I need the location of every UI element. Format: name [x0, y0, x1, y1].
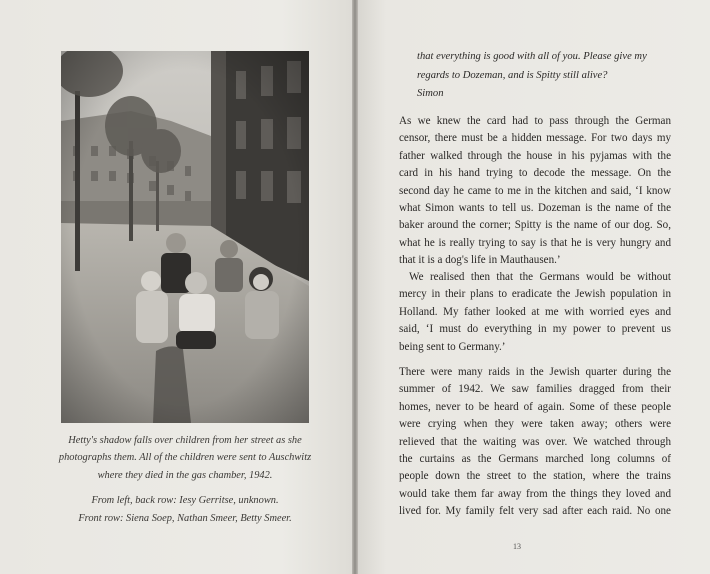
text-line: homes, never to be heard of again. Some of these people: [399, 400, 671, 413]
text-line: summer of 1942. We saw families dragged from their: [399, 383, 671, 396]
paragraph-1: [399, 113, 671, 270]
text-line: what he is really trying to say is that he is very hungry and: [399, 236, 671, 249]
photo-caption: [48, 432, 322, 527]
paragraph-3: [399, 364, 671, 521]
text-line: lived for. My family felt very sad after each raid. No one: [399, 505, 671, 518]
text-line: mercy in their plans to eradicate the Jewish population in: [399, 288, 671, 301]
caption-line: where they died in the gas chamber, 1942.: [97, 469, 273, 481]
caption-line: From left, back row: Iesy Gerritse, unknown.: [91, 495, 279, 507]
text-line: were crying when they were taken away; others were: [399, 418, 671, 431]
text-line: relieved that the waiting was over. We watched through: [399, 435, 671, 448]
quote-line: that everything is good with all of you. Please give my: [417, 51, 647, 62]
text-line: would take them far away from the things they loved and: [399, 487, 671, 500]
caption-line: photographs them. All of the children were sent to Auschwitz: [58, 452, 312, 464]
text-line: Holland. My father looked at me with worried eyes and: [399, 305, 671, 318]
quote-signature: Simon: [417, 88, 444, 99]
quote-line: regards to Dozeman, and is Spitty still alive?: [417, 70, 608, 81]
text-line: the curtains as the Germans marched long columns of: [399, 453, 671, 466]
text-line: what Simon wants to tell us. Dozeman is the name of the: [399, 202, 671, 215]
paragraph-2: [399, 269, 671, 356]
text-line: people down the street to the station, where the trains: [399, 470, 671, 483]
page-number: 13: [513, 542, 521, 551]
text-line: baker around the corner; Spitty is the name of our dog. So,: [399, 219, 671, 232]
text-line: father walked through the house in his pyjamas with the: [399, 149, 671, 162]
text-line: There were many raids in the Jewish quarter during the: [399, 366, 671, 378]
text-line: being sent to Germany.’: [399, 340, 506, 353]
text-line: that it is a dog's life in Mauthausen.’: [399, 254, 561, 267]
text-line: censor, there must be a hidden message. For two days my: [399, 132, 671, 145]
text-line: said, ‘I must do everything in my power to prevent us: [399, 323, 671, 336]
text-line: card in his hand trying to decode the message. On the: [399, 167, 671, 180]
caption-line: Front row: Siena Soep, Nathan Smeer, Betty Smeer.: [78, 512, 292, 524]
caption-line: Hetty's shadow falls over children from her street as she: [68, 435, 302, 446]
text-line: As we knew the card had to pass through the German: [399, 115, 671, 127]
photo-illustration: [61, 51, 309, 423]
text-line: We realised then that the Germans would be without: [409, 271, 671, 283]
text-line: second day he came to me in the kitchen and said, ‘I know: [399, 184, 671, 197]
street-children-photograph: [61, 51, 309, 423]
